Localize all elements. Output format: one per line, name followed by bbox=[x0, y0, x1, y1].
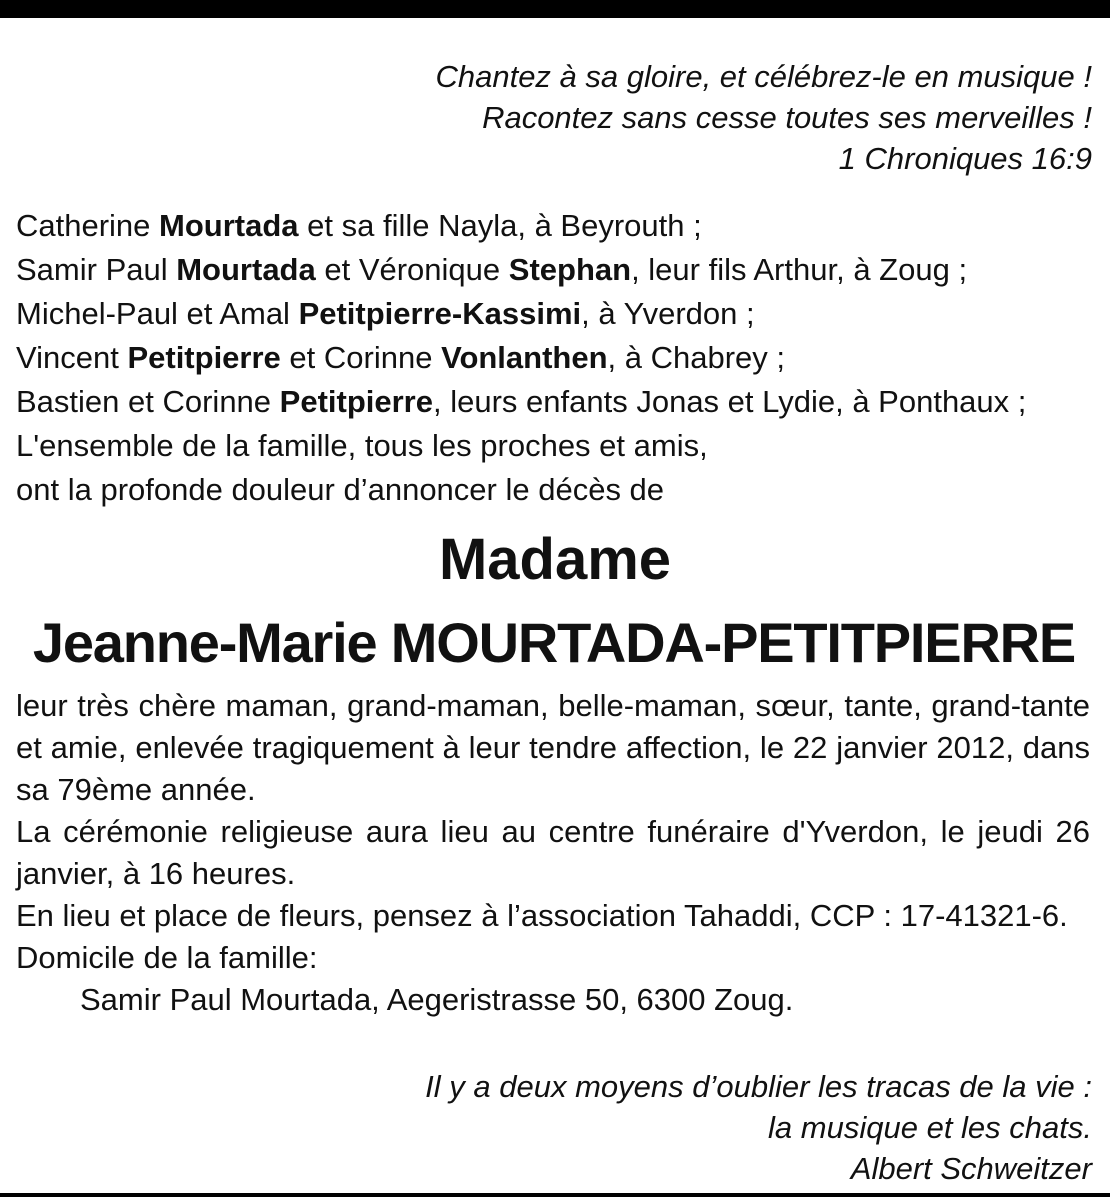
deceased-name: Jeanne-Marie MOURTADA-PETITPIERRE bbox=[32, 611, 1076, 674]
family-text: Bastien et Corinne bbox=[16, 384, 280, 419]
family-text: Michel-Paul et Amal bbox=[16, 296, 299, 331]
family-surname: Petitpierre-Kassimi bbox=[298, 296, 582, 331]
opening-verse bbox=[16, 56, 1092, 179]
family-text: Catherine bbox=[16, 208, 160, 243]
verse-line: Racontez sans cesse toutes ses merveilles ! bbox=[482, 100, 1092, 135]
verse-reference: 1 Chroniques 16:9 bbox=[838, 141, 1092, 176]
closing-quote bbox=[16, 1066, 1092, 1189]
quote-line: la musique et les chats. bbox=[768, 1110, 1092, 1145]
verse-line: Chantez à sa gloire, et célébrez-le en musique ! bbox=[435, 59, 1092, 94]
family-surname: Mourtada bbox=[159, 208, 299, 243]
family-line bbox=[16, 424, 1106, 468]
family-surname: Petitpierre bbox=[127, 340, 281, 375]
domicile-label: Domicile de la famille: bbox=[16, 940, 318, 975]
tribute-paragraph: leur très chère maman, grand-maman, belle-maman, sœur, tante, grand-tante et amie, enlevée tragiquement à leur tendre affection, le 22 janvier 2012, dans sa 79ème année. bbox=[16, 688, 1090, 807]
family-line bbox=[16, 292, 1106, 336]
ceremony-paragraph: La cérémonie religieuse aura lieu au centre funéraire d'Yverdon, le jeudi 26 janvier, à 16 heures. bbox=[16, 814, 1090, 891]
quote-author: Albert Schweitzer bbox=[850, 1151, 1092, 1186]
top-border-rule bbox=[0, 0, 1110, 18]
deceased-honorific: Madame bbox=[438, 527, 672, 592]
obituary-body bbox=[16, 685, 1090, 1021]
family-surname: Vonlanthen bbox=[441, 340, 608, 375]
family-text: , leur fils Arthur, à Zoug ; bbox=[631, 252, 968, 287]
family-text: , à Yverdon ; bbox=[581, 296, 755, 331]
family-text: Vincent bbox=[16, 340, 128, 375]
family-text: et Véronique bbox=[315, 252, 509, 287]
family-text: et Corinne bbox=[280, 340, 442, 375]
family-announcement bbox=[16, 204, 1106, 512]
family-surname: Petitpierre bbox=[279, 384, 433, 419]
family-text: et sa fille Nayla, à Beyrouth ; bbox=[298, 208, 702, 243]
quote-line: Il y a deux moyens d’oublier les tracas de la vie : bbox=[425, 1069, 1092, 1104]
family-text: L'ensemble de la famille, tous les proches et amis, bbox=[16, 428, 708, 463]
bottom-border-rule bbox=[0, 1193, 1110, 1197]
family-surname: Mourtada bbox=[176, 252, 316, 287]
family-surname: Stephan bbox=[508, 252, 632, 287]
family-text: , à Chabrey ; bbox=[607, 340, 786, 375]
family-line bbox=[16, 248, 1106, 292]
family-line bbox=[16, 380, 1106, 424]
family-line bbox=[16, 204, 1106, 248]
domicile-address: Samir Paul Mourtada, Aegeristrasse 50, 6300 Zoug. bbox=[80, 982, 794, 1017]
family-line bbox=[16, 468, 1106, 512]
donation-paragraph: En lieu et place de fleurs, pensez à l’association Tahaddi, CCP : 17-41321-6. bbox=[16, 898, 1068, 933]
family-text: Samir Paul bbox=[16, 252, 177, 287]
family-line bbox=[16, 336, 1106, 380]
family-text: ont la profonde douleur d’annoncer le décès de bbox=[16, 472, 665, 507]
family-text: , leurs enfants Jonas et Lydie, à Ponthaux ; bbox=[433, 384, 1027, 419]
